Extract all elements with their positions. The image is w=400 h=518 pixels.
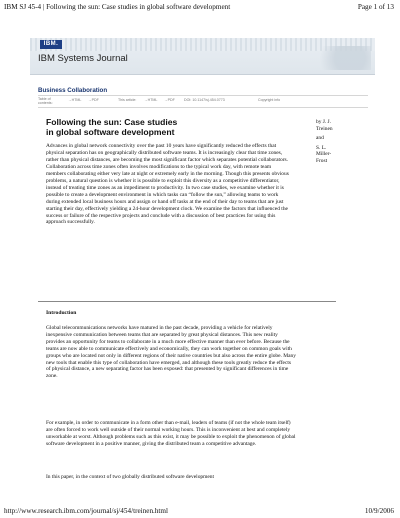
article-nav-bar [38,95,368,108]
footer-url: http://www.research.ibm.com/journal/sj/454/treinen.html [4,507,169,515]
toc-html-link[interactable]: →HTML [68,98,82,102]
toc-html-label: HTML [71,98,82,102]
banner-decoration [301,46,371,70]
ibm-logo[interactable]: IBM. [40,40,62,49]
journal-title[interactable]: IBM Systems Journal [38,53,128,64]
copyright-link[interactable]: Copyright info [258,98,281,102]
doi-text: DOI: 10.1147/sj.454.0773 [184,98,225,102]
article-pdf-label: PDF [167,98,175,102]
author-line[interactable]: Miller- [316,151,332,158]
journal-banner [30,38,375,75]
article-title-line1: Following the sun: Case studies [46,117,178,127]
page-header-title: IBM SJ 45-4 | Following the sun: Case studies in global software development [4,3,231,11]
toc-label: Table of contents: [38,97,53,105]
article-pdf-link[interactable]: →PDF [164,98,175,102]
footer-date: 10/9/2006 [364,507,394,515]
section-label: Business Collaboration [38,87,108,94]
paragraph: For example, in order to communicate in a form other than e-mail, leaders of teams (if not the whole team itself) are often forced to work well outside of their normal working hours. This is inconvenient at best and completely unworkable at worst. Although problems such as this exist, it may be possible to exploit the phenomenon of global software development in a positive manner, giving the distributed team a competitive advantage. [46,420,296,447]
author-line: by J. J. [316,119,331,125]
article-html-label: HTML [147,98,158,102]
authors [316,119,333,165]
article-html-link[interactable]: →HTML [144,98,158,102]
divider [38,301,336,302]
author-line[interactable]: Treinen [316,125,333,132]
article-title-line2: in global software development [46,127,175,137]
article-title [46,117,177,137]
author-line[interactable]: Frost [316,157,328,164]
author-line: and [316,135,324,142]
this-article-label: This article: [118,98,137,102]
page-number: Page 1 of 13 [357,3,394,11]
intro-heading: Introduction [46,310,77,316]
paragraph: In this paper, in the context of two globally distributed software development [46,474,215,480]
paragraph: Global telecommunications networks have matured in the past decade, providing a vehicle for relatively inexpensive communication between teams that are separated by great physical distances. This new reality provides an opportunity for teams to collaborate in a much more effective manner than ever before. Because the teams are now able to communicate effectively and economically, they can work together on common goals with groups who are located not only in different regions of their native countries but also across the entire globe. Many new tools that enable this type of collaboration have emerged, and although these tools greatly reduce the effects of physical distance, a new separating factor has been exposed: that presented by significant differences in time zone. [46,325,296,380]
author-line[interactable]: S. L. [316,144,327,151]
abstract: Advances in global network connectivity over the past 10 years have significantly reduced the effects that physical separation has on geographically distributed software teams. It is increasingly clear that time zones, rather than physical distances, are becoming the most significant factor which separates potential collaborators. Collaboration across time zones often involves modifications to the typical work day, with remote team members collaborating either very late at night or extremely early in the morning. Though this presents obvious problems, a natural question is whether it is possible to exploit this diversity as a competitive differentiator, instead of treating time zones as an impediment to productivity. In two case studies, we examine whether it is possible to create a development environment in which tasks can “follow the sun,” allowing teams to work during extended local business hours and assign or hand off tasks at the end of their day to teams that are just starting their day, effectively yielding a 24-hour development clock. We examine the factors that influenced the success or failure of the respective projects and conclude with a discussion of best practices for using this approach successfully. [46,143,289,226]
toc-pdf-label: PDF [91,98,99,102]
toc-pdf-link[interactable]: →PDF [88,98,99,102]
